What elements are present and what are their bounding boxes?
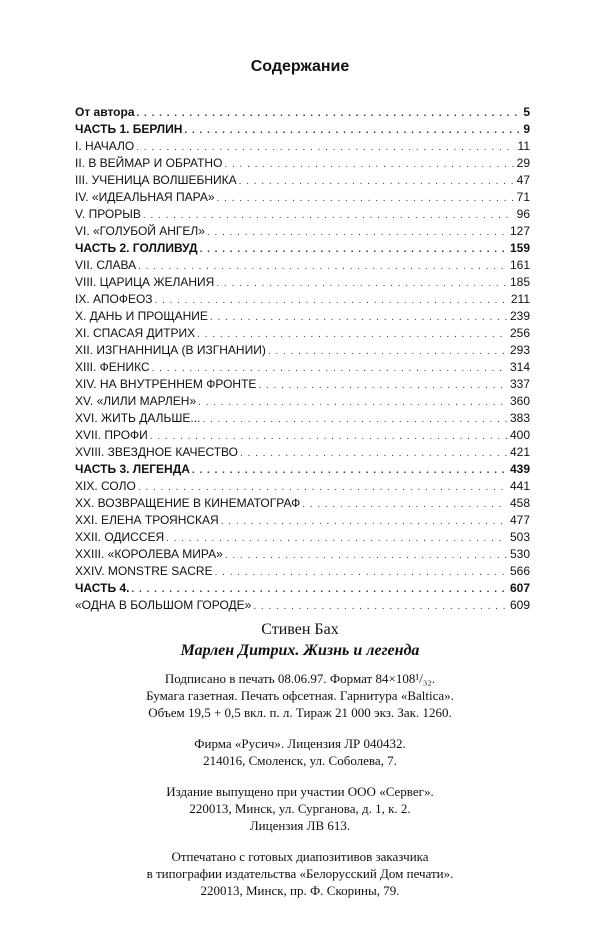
printer-line: в типографии издательства «Белорусский Дом печати». xyxy=(146,866,454,881)
partner-details xyxy=(0,783,600,834)
dot-leader xyxy=(224,156,513,173)
toc-page-number: 159 xyxy=(509,241,530,255)
dot-leader xyxy=(215,564,507,581)
dot-leader xyxy=(207,224,507,241)
toc-entry-title: VI. «ГОЛУБОЙ АНГЕЛ» xyxy=(75,224,205,238)
toc-part-entry xyxy=(75,121,530,138)
dot-leader xyxy=(138,258,507,275)
toc-page-number: 477 xyxy=(509,513,530,527)
toc-entry-title: XII. ИЗГНАННИЦА (В ИЗГНАНИИ) xyxy=(75,343,266,357)
toc-chapter-entry xyxy=(75,478,530,495)
toc-page-number: 314 xyxy=(509,360,530,374)
dot-leader xyxy=(216,275,507,292)
dot-leader xyxy=(143,207,514,224)
toc-entry-title: XIV. НА ВНУТРЕННЕМ ФРОНТЕ xyxy=(75,377,257,391)
dot-leader xyxy=(268,343,507,360)
toc-part-entry xyxy=(75,461,530,478)
toc-chapter-entry xyxy=(75,512,530,529)
toc-page-number: 607 xyxy=(509,581,530,595)
toc-page-number: 47 xyxy=(516,173,530,187)
dot-leader xyxy=(225,547,507,564)
toc-entry-title: XIX. СОЛО xyxy=(75,479,136,493)
toc-page-number: 421 xyxy=(509,445,530,459)
production-line: Объем 19,5 + 0,5 вкл. п. л. Тираж 21 000 экз. Зак. 1260. xyxy=(148,705,452,720)
toc-chapter-entry xyxy=(75,597,530,614)
toc-entry-title: XV. «ЛИЛИ МАРЛЕН» xyxy=(75,394,197,408)
toc-chapter-entry xyxy=(75,410,530,427)
toc-part-entry xyxy=(75,240,530,257)
toc-chapter-entry xyxy=(75,529,530,546)
toc-page-number: 96 xyxy=(516,207,530,221)
imprint xyxy=(0,620,600,899)
dot-leader xyxy=(258,377,507,394)
toc-entry-title: «ОДНА В БОЛЬШОМ ГОРОДЕ» xyxy=(75,598,252,612)
toc-entry-title: XX. ВОЗВРАЩЕНИЕ В КИНЕМАТОГРАФ xyxy=(75,496,301,510)
dot-leader xyxy=(198,394,507,411)
toc-entry-title: X. ДАНЬ И ПРОЩАНИЕ xyxy=(75,309,208,323)
toc-page-number: 211 xyxy=(510,292,530,306)
dot-leader xyxy=(217,190,514,207)
printer-line: Отпечатано с готовых диапозитивов заказчика xyxy=(171,849,429,864)
toc-page-number: 71 xyxy=(516,190,530,204)
toc-chapter-entry xyxy=(75,155,530,172)
toc-chapter-entry xyxy=(75,172,530,189)
dot-leader xyxy=(166,530,507,547)
toc-entry-title: XIII. ФЕНИКС xyxy=(75,360,150,374)
partner-line: 220013, Минск, ул. Сурганова, д. 1, к. 2. xyxy=(189,801,411,816)
toc-chapter-entry xyxy=(75,427,530,444)
toc-page-number: 441 xyxy=(509,479,530,493)
toc-page-number: 400 xyxy=(509,428,530,442)
toc-chapter-entry xyxy=(75,206,530,223)
dot-leader xyxy=(253,598,507,615)
toc-chapter-entry xyxy=(75,444,530,461)
dot-leader xyxy=(136,139,514,156)
production-line: Подписано в печать 08.06.97. Формат 84×108¹/₃₂. xyxy=(164,671,436,686)
printer-line: 220013, Минск, пр. Ф. Скорины, 79. xyxy=(200,883,400,898)
toc-chapter-entry xyxy=(75,359,530,376)
toc-page-number: 29 xyxy=(516,156,530,170)
toc-page-number: 239 xyxy=(509,309,530,323)
toc-entry-title: ЧАСТЬ 2. ГОЛЛИВУД xyxy=(75,241,198,255)
toc-entry-title: XVII. ПРОФИ xyxy=(75,428,148,442)
dot-leader xyxy=(192,462,507,479)
dot-leader xyxy=(137,105,521,122)
dot-leader xyxy=(131,581,507,598)
toc-entry-title: ЧАСТЬ 1. БЕРЛИН xyxy=(75,122,183,136)
toc-entry-title: XXI. ЕЛЕНА ТРОЯНСКАЯ xyxy=(75,513,219,527)
toc-page-number: 293 xyxy=(509,343,530,357)
toc-entry-title: XVIII. ЗВЕЗДНОЕ КАЧЕСТВО xyxy=(75,445,238,459)
toc-page-number: 161 xyxy=(509,258,530,272)
toc-page-number: 458 xyxy=(509,496,530,510)
toc-page-number: 185 xyxy=(509,275,530,289)
toc-page-number: 383 xyxy=(509,411,530,425)
dot-leader xyxy=(221,513,507,530)
toc-chapter-entry xyxy=(75,291,530,308)
dot-leader xyxy=(302,496,507,513)
toc-entry-title: XXIII. «КОРОЛЕВА МИРА» xyxy=(75,547,223,561)
toc-chapter-entry xyxy=(75,223,530,240)
toc-chapter-entry xyxy=(75,138,530,155)
toc-page-number: 337 xyxy=(509,377,530,391)
toc-page-number: 9 xyxy=(523,122,530,136)
dot-leader xyxy=(239,173,514,190)
dot-leader xyxy=(138,479,507,496)
publisher-line: 214016, Смоленск, ул. Соболева, 7. xyxy=(203,753,397,768)
dot-leader xyxy=(150,428,507,445)
imprint-author: Стивен Бах xyxy=(261,621,339,638)
toc-chapter-entry xyxy=(75,257,530,274)
table-of-contents xyxy=(75,104,530,614)
toc-page-number: 11 xyxy=(517,139,530,153)
toc-chapter-entry xyxy=(75,325,530,342)
dot-leader xyxy=(184,122,520,139)
toc-page-number: 609 xyxy=(509,598,530,612)
toc-entry-title: XXII. ОДИССЕЯ xyxy=(75,530,165,544)
toc-entry-title: V. ПРОРЫВ xyxy=(75,207,141,221)
toc-entry-title: II. В ВЕЙМАР И ОБРАТНО xyxy=(75,156,223,170)
dot-leader xyxy=(197,326,507,343)
dot-leader xyxy=(240,445,507,462)
toc-chapter-entry xyxy=(75,546,530,563)
publisher-details xyxy=(0,735,600,769)
toc-entry-title: ЧАСТЬ 4. xyxy=(75,581,130,595)
toc-part-entry xyxy=(75,104,530,121)
toc-page-number: 127 xyxy=(509,224,530,238)
toc-part-entry xyxy=(75,580,530,597)
dot-leader xyxy=(155,292,508,309)
toc-entry-title: ЧАСТЬ 3. ЛЕГЕНДА xyxy=(75,462,190,476)
toc-page-number: 566 xyxy=(509,564,530,578)
printer-details xyxy=(0,848,600,899)
toc-entry-title: VIII. ЦАРИЦА ЖЕЛАНИЯ xyxy=(75,275,215,289)
toc-entry-title: III. УЧЕНИЦА ВОЛШЕБНИКА xyxy=(75,173,237,187)
publisher-line: Фирма «Русич». Лицензия ЛР 040432. xyxy=(194,736,406,751)
production-details xyxy=(0,670,600,721)
toc-chapter-entry xyxy=(75,563,530,580)
toc-page-number: 256 xyxy=(509,326,530,340)
toc-entry-title: IV. «ИДЕАЛЬНАЯ ПАРА» xyxy=(75,190,215,204)
toc-chapter-entry xyxy=(75,189,530,206)
toc-entry-title: От автора xyxy=(75,105,135,119)
toc-page-number: 439 xyxy=(509,462,530,476)
toc-chapter-entry xyxy=(75,342,530,359)
dot-leader xyxy=(152,360,507,377)
dot-leader xyxy=(210,309,507,326)
imprint-book-title: Марлен Дитрих. Жизнь и легенда xyxy=(180,642,420,659)
toc-chapter-entry xyxy=(75,393,530,410)
dot-leader xyxy=(202,411,507,428)
toc-entry-title: IX. АПОФЕОЗ xyxy=(75,292,153,306)
toc-page-number: 5 xyxy=(523,105,530,119)
toc-entry-title: XVI. ЖИТЬ ДАЛЬШЕ... xyxy=(75,411,201,425)
partner-line: Лицензия ЛВ 613. xyxy=(249,818,351,833)
toc-chapter-entry xyxy=(75,274,530,291)
toc-entry-title: VII. СЛАВА xyxy=(75,258,137,272)
toc-entry-title: XI. СПАСАЯ ДИТРИХ xyxy=(75,326,196,340)
toc-entry-title: XXIV. MONSTRE SACRE xyxy=(75,564,213,578)
partner-line: Издание выпущено при участии ООО «Сервег». xyxy=(166,784,434,799)
toc-page-number: 503 xyxy=(509,530,530,544)
production-line: Бумага газетная. Печать офсетная. Гарнитура «Baltica». xyxy=(146,688,454,703)
contents-heading: Содержание xyxy=(250,58,350,75)
toc-chapter-entry xyxy=(75,308,530,325)
toc-chapter-entry xyxy=(75,495,530,512)
toc-page-number: 360 xyxy=(509,394,530,408)
toc-page-number: 530 xyxy=(509,547,530,561)
dot-leader xyxy=(200,241,507,258)
toc-chapter-entry xyxy=(75,376,530,393)
toc-entry-title: I. НАЧАЛО xyxy=(75,139,135,153)
